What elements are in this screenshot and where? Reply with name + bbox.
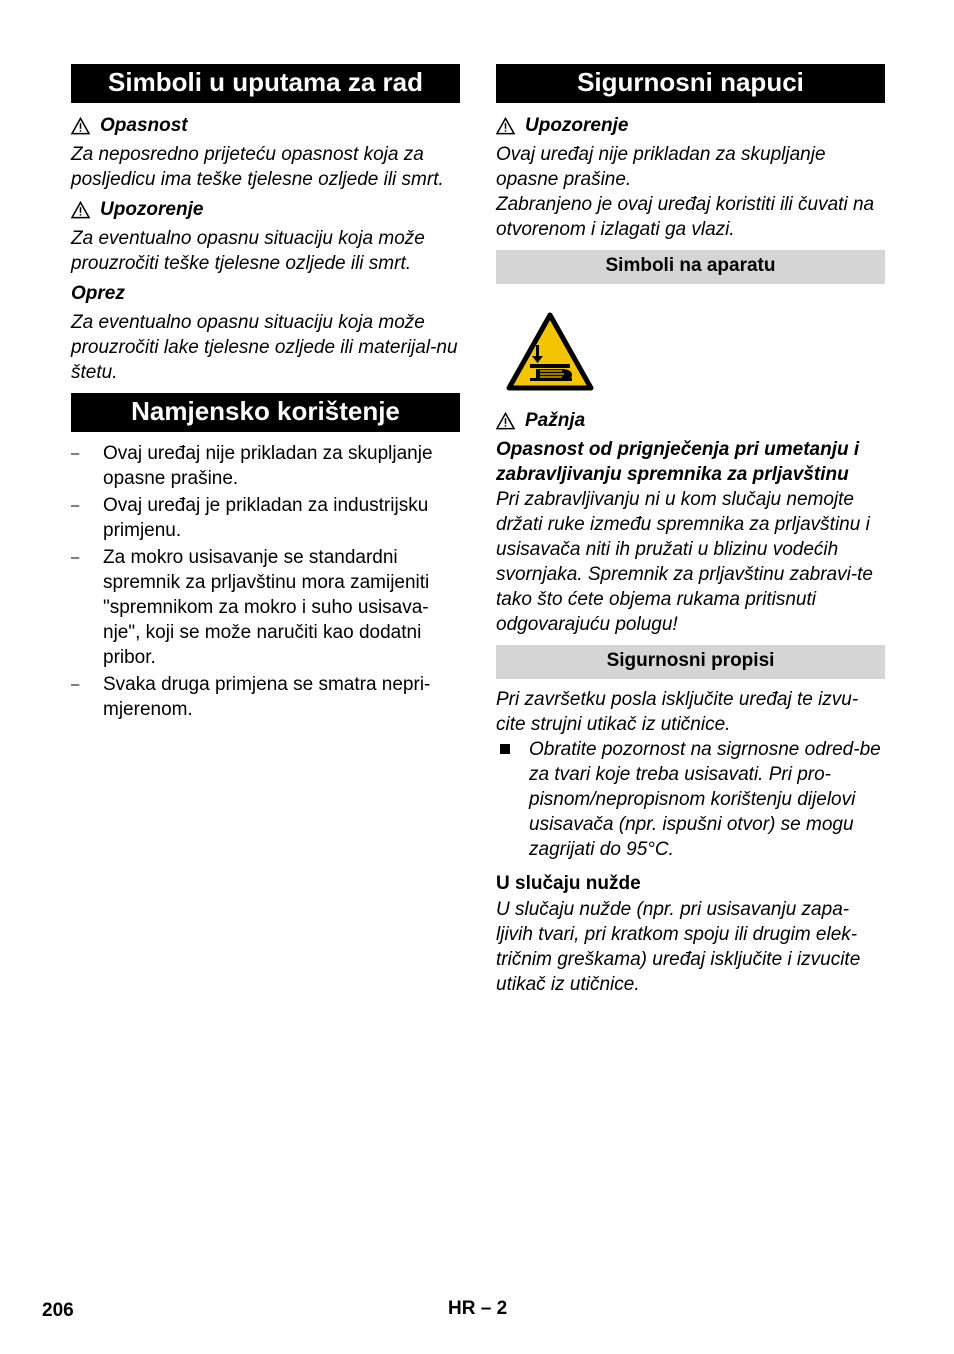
list-item: – Svaka druga primjena se smatra nepri-mjerenom. — [71, 672, 460, 722]
subheading-safety-rules: Sigurnosni propisi — [496, 645, 885, 679]
paznja-text: Pri zabravljivanju ni u kom slučaju nemojte držati ruke između spremnika za prljavštinu i usisavača niti ih pružati u blizinu vodećih svornjaka. Spremnik za prljavštinu zabravi-te tako što ćete objema rukama pritisnuti odgovarajuću polugu! — [496, 489, 873, 635]
section-heading-intended-use: Namjensko korištenje — [71, 393, 460, 432]
propisi-list — [496, 737, 885, 862]
hand-crush-warning-icon — [506, 312, 594, 392]
warning-triangle-icon — [71, 117, 90, 135]
subheading-device-symbols: Simboli na aparatu — [496, 250, 885, 284]
list-item: – Za mokro usisavanje se standardni spremnik za prljavštinu mora zamijeniti "spremnikom za mokro i suho usisava-nje", koji se može naručiti kao dodatni pribor. — [71, 545, 460, 670]
warning-triangle-icon — [496, 412, 515, 430]
section-heading-safety: Sigurnosni napuci — [496, 64, 885, 103]
page-number: 206 — [42, 1300, 74, 1321]
page-footer-label — [448, 1298, 507, 1320]
upozorenje-label: Upozorenje — [100, 199, 204, 220]
list-item: – Ovaj uređaj je prikladan za industrijsku primjenu. — [71, 493, 460, 543]
paznja-label-row — [496, 408, 885, 433]
propisi-item-text: Obratite pozornost na sigrnosne odred-be za tvari koje treba usisavati. Pri pro-pisnom/nepropisnom korištenju dijelovi usisavača (npr. ispušni otvor) se mogu zagrijati do 95°C. — [529, 739, 881, 860]
sub-page-number: 2 — [496, 1298, 508, 1319]
upozorenje-label-row — [496, 113, 885, 138]
nuzda-text: U slučaju nužde (npr. pri usisavanju zapa-ljivih tvari, pri kratkom spoju ili drugim elek-tričnim greškama) uređaj isključite i izvucite utikač iz utičnice. — [496, 899, 861, 995]
upozorenje-text: Za eventualno opasnu situaciju koja može prouzročiti teške tjelesne ozljede ili smrt. — [71, 228, 425, 274]
left-column — [71, 64, 460, 724]
upozorenje-label: Upozorenje — [525, 115, 629, 136]
upozorenje-label-row — [71, 197, 460, 222]
paznja-bold-text: Opasnost od prignječenja pri umetanju i zabravljivanju spremnika za prljavštinu — [496, 439, 860, 485]
square-bullet-icon — [500, 744, 510, 754]
intended-use-list — [71, 441, 460, 722]
right-column — [496, 64, 885, 997]
oprez-label: Oprez — [71, 283, 125, 304]
oprez-text: Za eventualno opasnu situaciju koja može prouzročiti lake tjelesne ozljede ili materijal-nu štetu. — [71, 312, 458, 383]
language-code: HR — [448, 1298, 476, 1319]
upozorenje-text-2: Zabranjeno je ovaj uređaj koristiti ili čuvati na otvorenom i izlagati ga vlazi. — [496, 194, 875, 240]
list-item: – Ovaj uređaj nije prikladan za skupljanje opasne prašine. — [71, 441, 460, 491]
warning-triangle-icon — [71, 201, 90, 219]
opasnost-label: Opasnost — [100, 115, 188, 136]
warning-triangle-icon — [496, 117, 515, 135]
opasnost-label-row — [71, 113, 460, 138]
opasnost-text: Za neposredno prijeteću opasnost koja za posljedicu ima teške tjelesne ozljede ili smrt. — [71, 144, 444, 190]
upozorenje-text-1: Ovaj uređaj nije prikladan za skupljanje opasne prašine. — [496, 144, 826, 190]
list-item — [496, 737, 885, 862]
footer-dash: – — [480, 1298, 492, 1319]
paznja-label: Pažnja — [525, 410, 586, 431]
propisi-text: Pri završetku posla isključite uređaj te izvu-cite strujni utikač iz utičnice. — [496, 689, 859, 735]
nuzda-heading: U slučaju nužde — [496, 873, 641, 894]
section-heading-symbols: Simboli u uputama za rad — [71, 64, 460, 103]
